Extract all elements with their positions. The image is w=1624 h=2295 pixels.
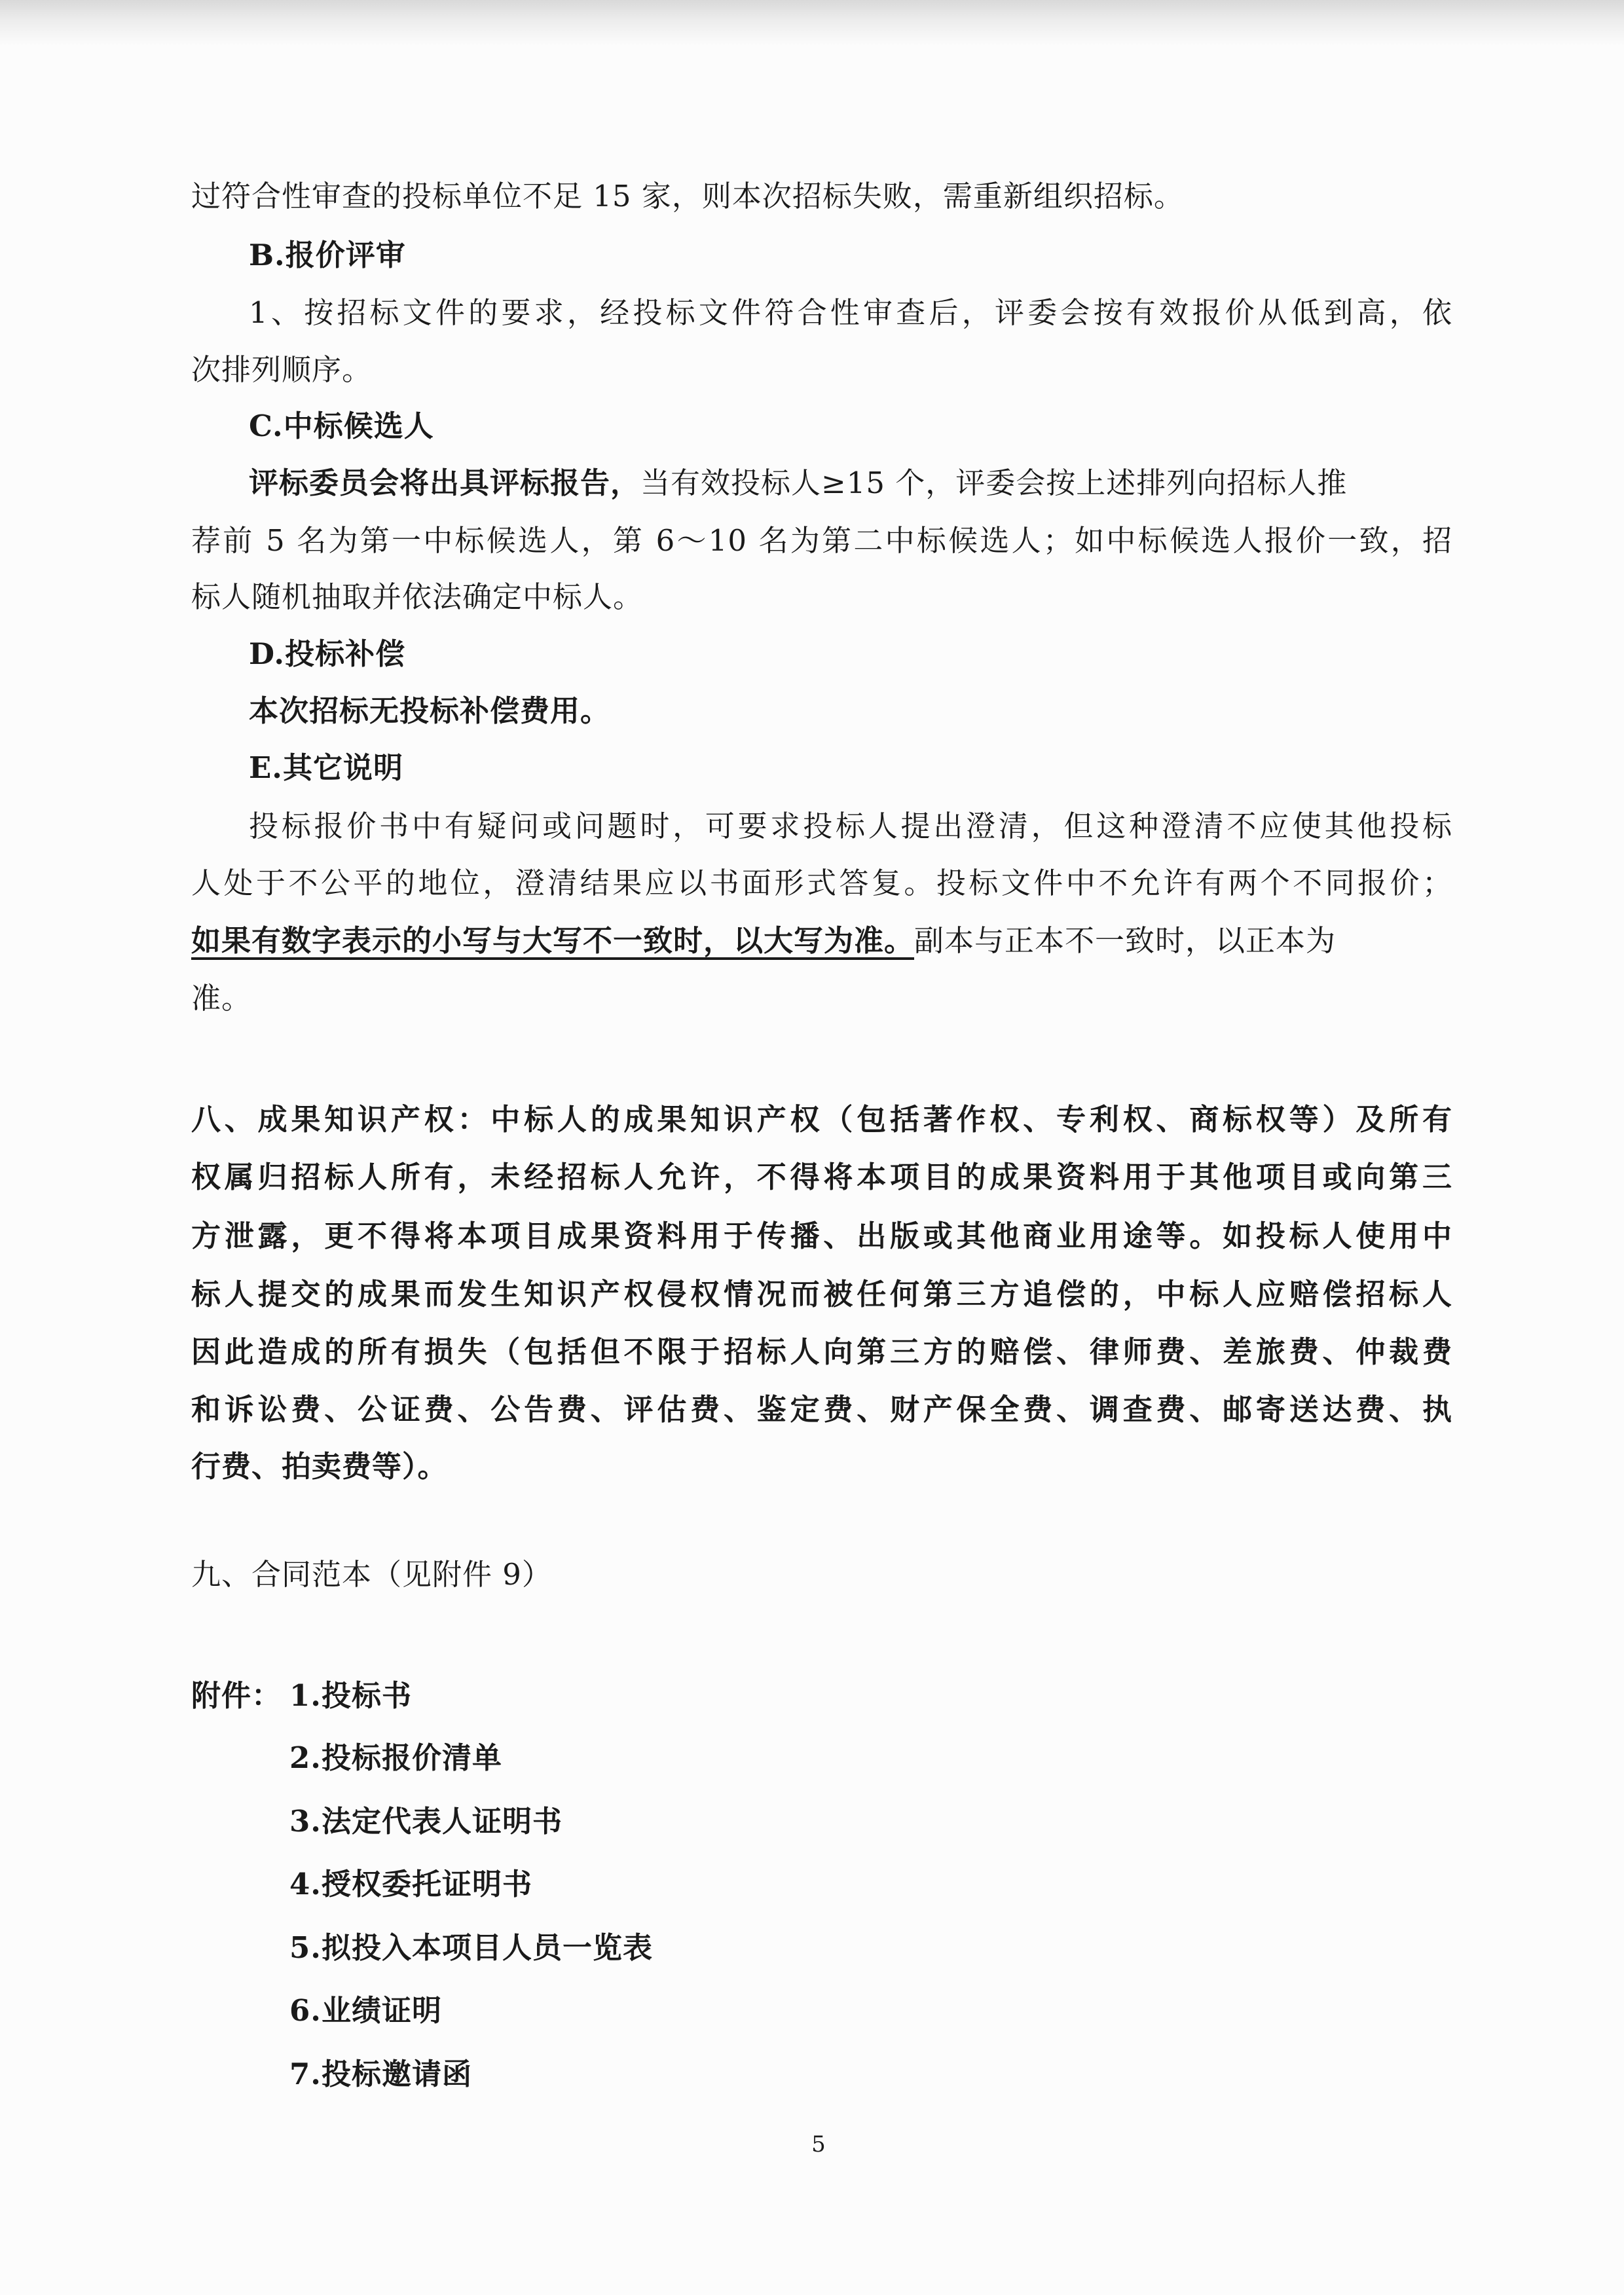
- section-8-line-5: 因此造成的所有损失（包括但不限于招标人向第三方的赔偿、律师费、差旅费、仲裁费: [191, 1334, 1452, 1369]
- text-line-notes-2: 人处于不公平的地位，澄清结果应以书面形式答复。投标文件中不允许有两个不同报价；: [191, 866, 1452, 900]
- text-line-notes-4: 准。: [191, 981, 252, 1016]
- section-8-line-1: 八、成果知识产权：中标人的成果知识产权（包括著作权、专利权、商标权等）及所有: [191, 1102, 1452, 1137]
- attachment-item: 5.拟投入本项目人员一览表: [289, 1930, 653, 1965]
- attachments-label: 附件：: [191, 1678, 282, 1713]
- attachment-item: 6.业绩证明: [289, 1993, 442, 2028]
- heading-compensation: D.投标补偿: [249, 636, 406, 671]
- section-8-line-2: 权属归招标人所有，未经招标人允许，不得将本项目的成果资料用于其他项目或向第三: [191, 1160, 1452, 1194]
- heading-other-notes: E.其它说明: [249, 750, 403, 785]
- attachment-item: 7.投标邀请函: [289, 2057, 472, 2091]
- copy-original-rule: 副本与正本不一致时，以正本为: [914, 923, 1337, 958]
- heading-price-review: B.报价评审: [249, 238, 406, 272]
- section-9-contract-template: 九、合同范本（见附件 9）: [191, 1557, 552, 1592]
- uppercase-priority-rule: 如果有数字表示的小写与大写不一致时，以大写为准。: [191, 923, 915, 958]
- text-line-candidates-3: 标人随机抽取并依法确定中标人。: [191, 579, 644, 614]
- section-8-line-7: 行费、拍卖费等）。: [191, 1449, 448, 1484]
- section-8-line-4: 标人提交的成果而发生知识产权侵权情况而被任何第三方追偿的，中标人应赔偿招标人: [191, 1277, 1452, 1312]
- attachment-item: 2.投标报价清单: [289, 1740, 502, 1775]
- text-line-candidates-2: 荐前 5 名为第一中标候选人，第 6～10 名为第二中标候选人；如中标候选人报价一致，招: [191, 523, 1452, 558]
- section-8-line-6: 和诉讼费、公证费、公告费、评估费、鉴定费、财产保全费、调查费、邮寄送达费、执: [191, 1392, 1452, 1427]
- text-line-candidates-1: [249, 454, 1452, 513]
- text-line-price-review-2: 次排列顺序。: [191, 352, 373, 387]
- text-line-notes-3: [191, 911, 1452, 970]
- text-line-price-review-1: 1、按招标文件的要求，经投标文件符合性审查后，评委会按有效报价从低到高，依: [249, 295, 1452, 330]
- attachment-item: 1.投标书: [289, 1678, 412, 1713]
- page-number: 5: [811, 2131, 826, 2157]
- evaluation-report-emphasis: 评标委员会将出具评标报告，: [249, 466, 641, 500]
- heading-candidates: C.中标候选人: [249, 409, 434, 443]
- section-8-line-3: 方泄露，更不得将本项目成果资料用于传播、出版或其他商业用途等。如投标人使用中: [191, 1219, 1452, 1253]
- text-line-fail-condition: 过符合性审查的投标单位不足 15 家，则本次招标失败，需重新组织招标。: [191, 179, 1184, 213]
- attachment-item: 3.法定代表人证明书: [289, 1804, 563, 1839]
- candidates-rule-text: 当有效投标人≥15 个，评委会按上述排列向招标人推: [640, 466, 1348, 500]
- attachment-item: 4.授权委托证明书: [289, 1867, 532, 1901]
- scan-edge-shadow: [0, 0, 1624, 46]
- text-line-notes-1: 投标报价书中有疑问或问题时，可要求投标人提出澄清，但这种澄清不应使其他投标: [249, 809, 1452, 843]
- text-line-compensation: 本次招标无投标补偿费用。: [249, 693, 611, 728]
